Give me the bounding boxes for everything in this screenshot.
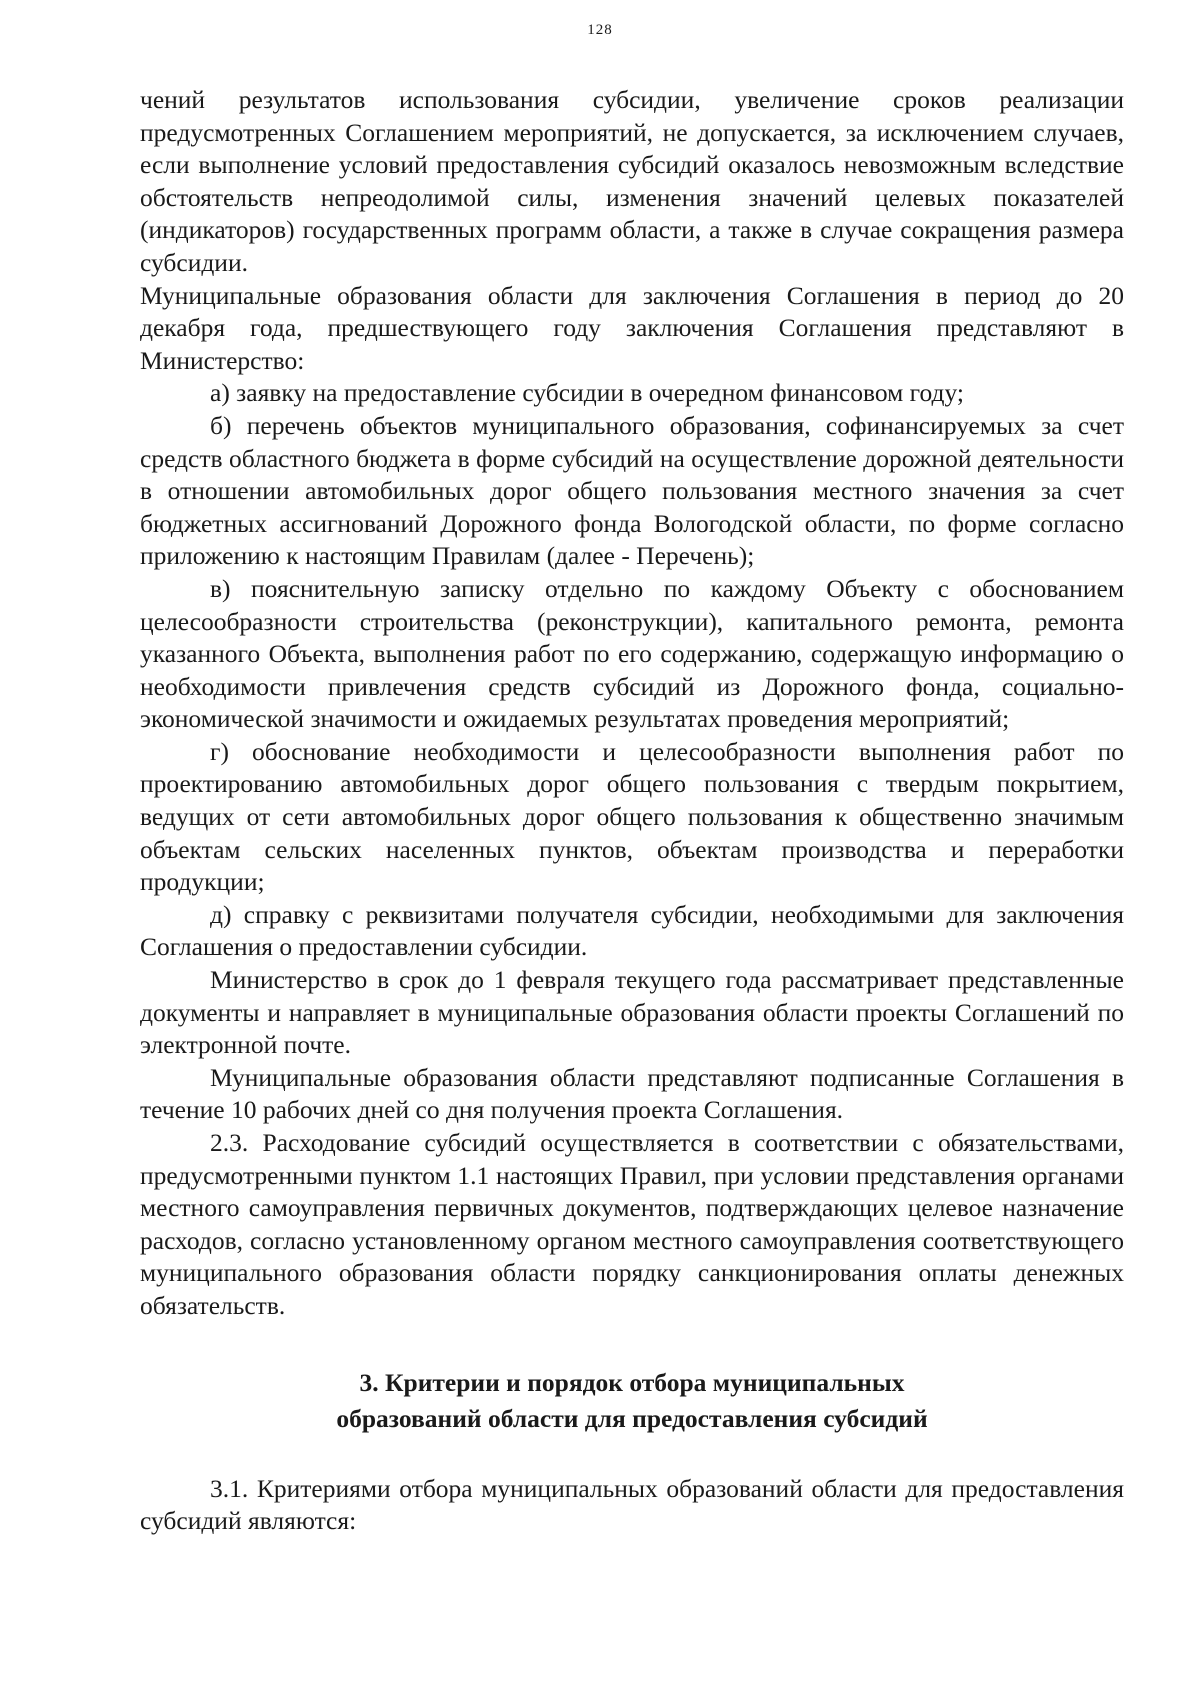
paragraph: 3.1. Критериями отбора муниципальных образований области для предоставления субсидий являются: (140, 1473, 1124, 1536)
list-item: д) справку с реквизитами получателя субсидии, необходимыми для заключения Соглашения о предоставлении субсидии. (140, 899, 1124, 962)
section-heading (140, 1365, 1124, 1437)
paragraph: чений результатов использования субсидии, увеличение сроков реализации предусмотренных Соглашением мероприятий, не допускается, за исключением случаев, если выполнение условий предоставления субсидий оказалось невозможным вследствие обстоятельств непреодолимой силы, изменения значений целевых показателей (индикаторов) государственных программ области, а также в случае сокращения размера субсидии. (140, 85, 1124, 277)
page-number: 128 (587, 22, 613, 38)
section-heading-line: образований области для предоставления субсидий (336, 1403, 928, 1433)
list-item: б) перечень объектов муниципального образования, софинансируемых за счет средств областного бюджета в форме субсидий на осуществление дорожной деятельности в отношении автомобильных дорог общего пользования местного значения за счет бюджетных ассигнований Дорожного фонда Вологодской области, по форме согласно приложению к настоящим Правилам (далее - Перечень); (140, 410, 1124, 571)
list-item: г) обоснование необходимости и целесообразности выполнения работ по проектированию автомобильных дорог общего пользования с твердым покрытием, ведущих от сети автомобильных дорог общего пользования к общественно значимым объектам сельских населенных пунктов, объектам производства и переработки продукции; (140, 736, 1124, 897)
paragraph: 2.3. Расходование субсидий осуществляется в соответствии с обязательствами, предусмотренными пунктом 1.1 настоящих Правил, при условии представления органами местного самоуправления первичных документов, подтверждающих целевое назначение расходов, согласно установленному органом местного самоуправления соответствующего муниципального образования области порядку санкционирования оплаты денежных обязательств. (140, 1128, 1124, 1320)
document-body (140, 84, 1124, 1538)
section-heading-line: 3. Критерии и порядок отбора муниципальных (359, 1367, 905, 1397)
paragraph: Муниципальные образования области для заключения Соглашения в период до 20 декабря года, предшествующего году заключения Соглашения представляют в Министерство: (140, 280, 1124, 375)
list-item: в) пояснительную записку отдельно по каждому Объекту с обоснованием целесообразности строительства (реконструкции), капитального ремонта, ремонта указанного Объекта, выполнения работ по его содержанию, содержащую информацию о необходимости привлечения средств субсидий из Дорожного фонда, социально-экономической значимости и ожидаемых результатах проведения мероприятий; (140, 573, 1124, 734)
paragraph: Министерство в срок до 1 февраля текущего года рассматривает представленные документы и направляет в муниципальные образования области проекты Соглашений по электронной почте. (140, 965, 1124, 1060)
paragraph: Муниципальные образования области представляют подписанные Соглашения в течение 10 рабочих дней со дня получения проекта Соглашения. (140, 1062, 1124, 1125)
list-item: а) заявку на предоставление субсидии в очередном финансовом году; (210, 378, 964, 408)
